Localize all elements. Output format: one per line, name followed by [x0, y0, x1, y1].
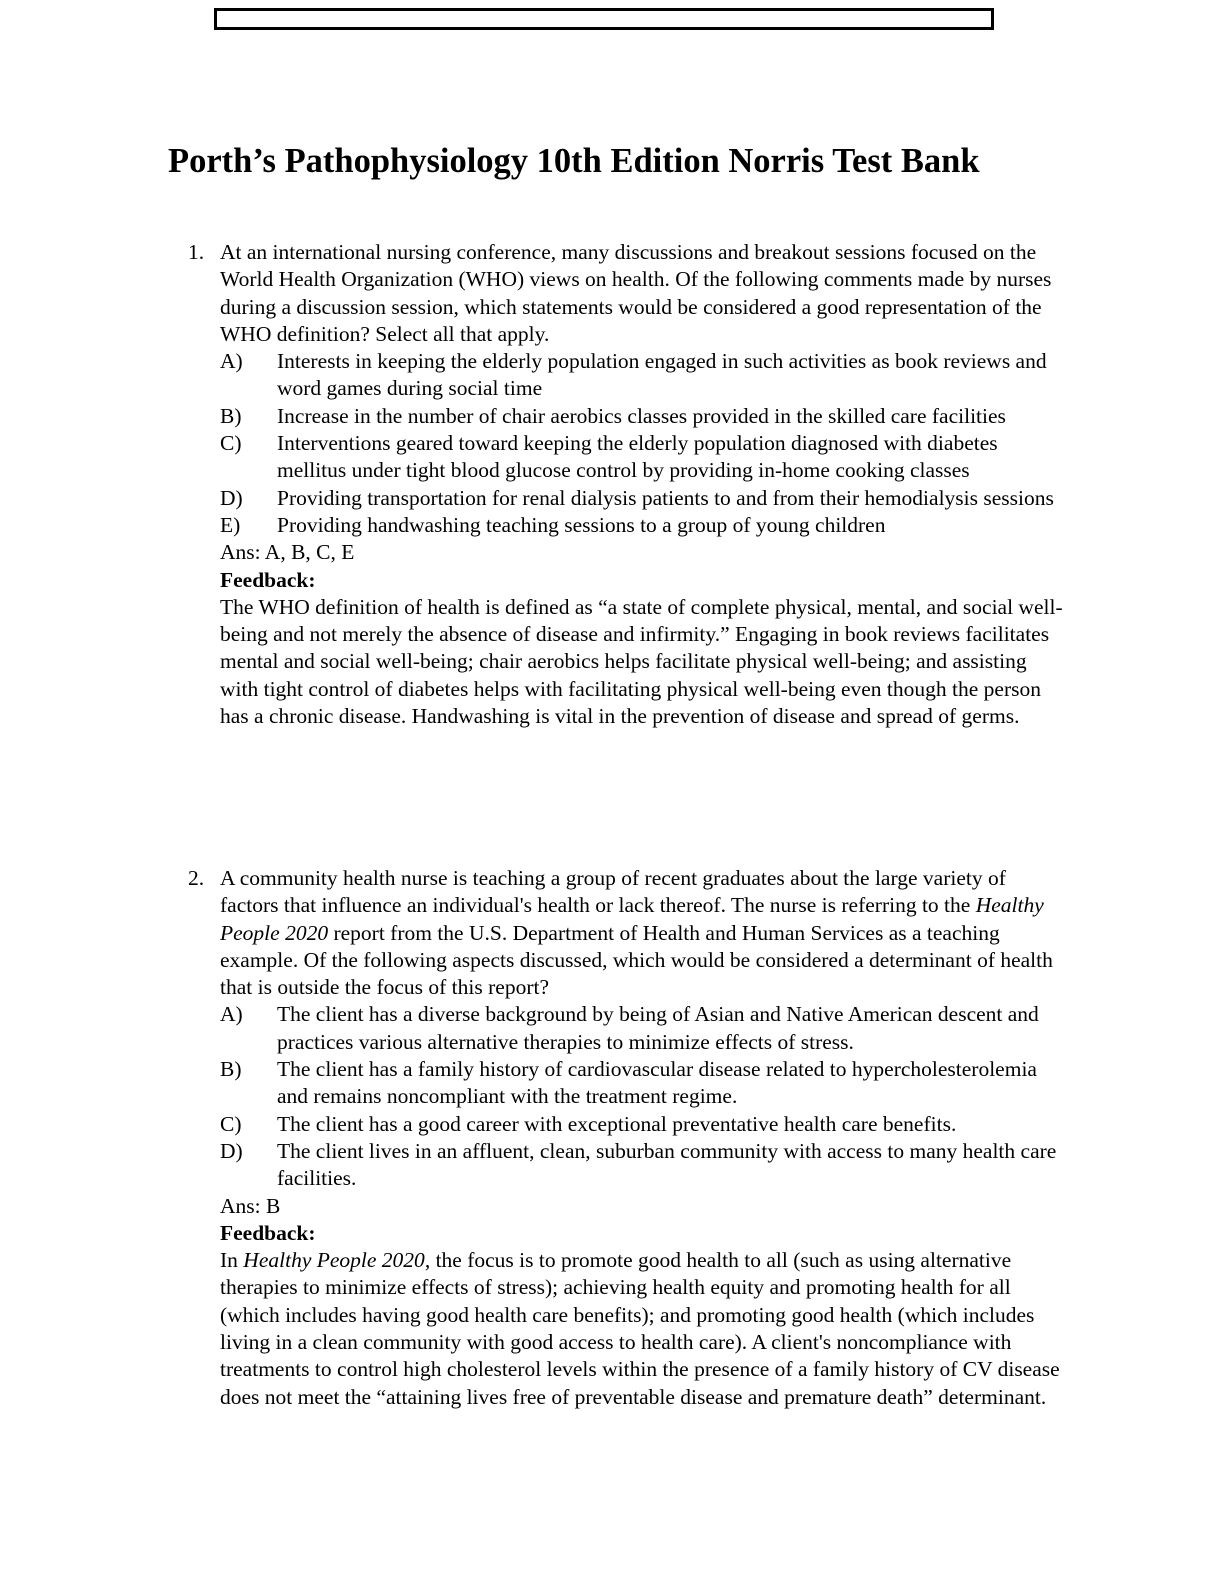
question-2 [188, 865, 1068, 1411]
question-1 [188, 239, 1068, 730]
option-a [188, 348, 1068, 403]
question-text-part: A community health nurse is teaching a group of recent graduates about the large variety of factors that influence an individual's health or lack thereof. The nurse is referring to the [220, 866, 1006, 918]
option-text: The client lives in an affluent, clean, suburban community with access to many health care facilities. [277, 1138, 1057, 1191]
question-stem [188, 865, 1068, 1001]
option-text: The client has a diverse background by being of Asian and Native American descent and practices various alternative therapies to minimize effects of stress. [277, 1002, 1039, 1054]
document-title: Porth’s Pathophysiology 10th Edition Norris Test Bank [168, 142, 980, 180]
option-text: Interventions geared toward keeping the elderly population diagnosed with diabetes mellitus under tight blood glucose control by providing in-home cooking classes [277, 431, 998, 483]
feedback-text [188, 1247, 1068, 1411]
option-text: Interests in keeping the elderly population engaged in such activities as book reviews and word games during social time [277, 349, 1047, 401]
answer-key: Ans: A, B, C, E [220, 540, 355, 565]
option-text: The client has a good career with exceptional preventative health care benefits. [277, 1111, 957, 1136]
question-stem [188, 239, 1068, 348]
option-letter: B) [220, 1057, 242, 1082]
option-d [188, 1138, 1068, 1193]
question-number: 1. [188, 240, 205, 264]
option-letter: E) [220, 512, 241, 537]
feedback-label: Feedback: [220, 567, 316, 592]
option-text: Increase in the number of chair aerobics classes provided in the skilled care facilities [277, 403, 1006, 428]
option-text: Providing handwashing teaching sessions to a group of young children [277, 512, 886, 537]
question-number: 2. [188, 866, 205, 890]
feedback-text-part: In [220, 1248, 244, 1273]
option-c [188, 1111, 1068, 1138]
answer-options [188, 1001, 1068, 1192]
report-title: Healthy People 2020 [220, 893, 1044, 945]
option-letter: A) [220, 349, 243, 374]
option-letter: D) [220, 1138, 243, 1163]
option-text: The client has a family history of cardiovascular disease related to hypercholesterolemia and remains noncompliant with the treatment regime. [277, 1057, 1037, 1109]
option-b [188, 1056, 1068, 1111]
option-letter: C) [220, 431, 242, 456]
option-letter: D) [220, 485, 243, 510]
answer-key: Ans: B [220, 1193, 281, 1218]
option-c [188, 430, 1068, 485]
option-letter: A) [220, 1002, 243, 1027]
question-text-part: report from the U.S. Department of Health and Human Services as a teaching example. Of the following aspects discussed, which would be considered a determinant of health that is outside the focus of this report? [220, 920, 1053, 1000]
option-letter: B) [220, 403, 242, 428]
option-letter: C) [220, 1111, 242, 1136]
option-e [188, 512, 1068, 539]
option-b [188, 403, 1068, 430]
report-title: Healthy People 2020 [243, 1248, 425, 1273]
option-d [188, 485, 1068, 512]
option-text: Providing transportation for renal dialysis patients to and from their hemodialysis sessions [277, 485, 1054, 510]
feedback-text-part: , the focus is to promote good health to all (such as using alternative therapies to minimize effects of stress); achieving health equity and promoting health for all (which includes having good health care benefits); and promoting good health (which includes living in a clean community with good access to health care). A client's noncompliance with treatments to control high cholesterol levels within the presence of a family history of CV disease does not meet the “attaining lives free of preventable disease and premature death” determinant. [220, 1248, 1060, 1409]
question-text: At an international nursing conference, many discussions and breakout sessions focused on the World Health Organization (WHO) views on health. Of the following comments made by nurses during a discussion session, which statements would be considered a good representation of the WHO definition? Select all that apply. [220, 240, 1052, 346]
option-a [188, 1001, 1068, 1056]
feedback-text: The WHO definition of health is defined as “a state of complete physical, mental, and social well-being and not merely the absence of disease and infirmity.” Engaging in book reviews facilitates mental and social well-being; chair aerobics helps facilitate physical well-being; and assisting with tight control of diabetes helps with facilitating physical well-being even though the person has a chronic disease. Handwashing is vital in the prevention of disease and spread of germs. [220, 594, 1063, 729]
answer-options [188, 348, 1068, 539]
header-frame [214, 8, 994, 30]
feedback-label: Feedback: [220, 1220, 316, 1245]
